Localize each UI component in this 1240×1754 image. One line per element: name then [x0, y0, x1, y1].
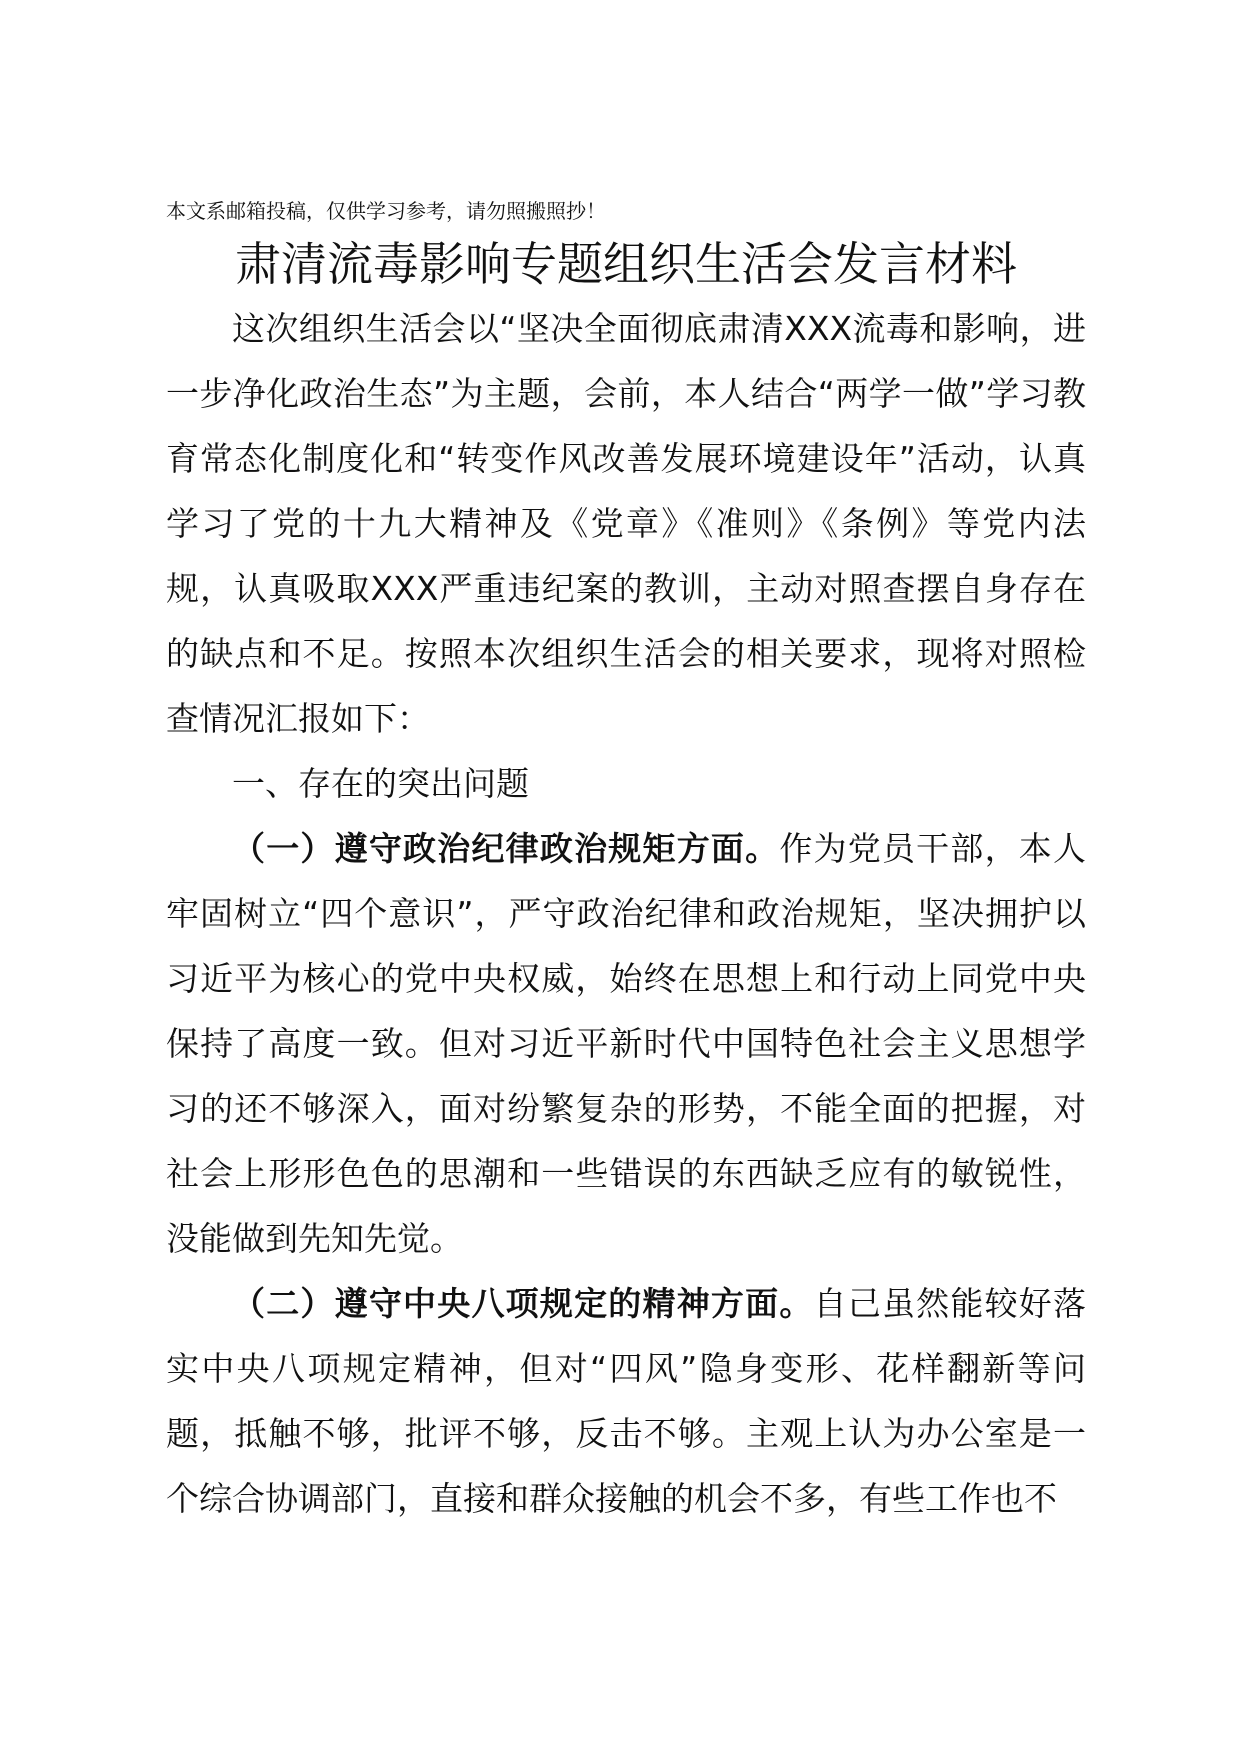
section-heading: 一、存在的突出问题: [232, 764, 529, 803]
document-title: 肃清流毒影响专题组织生活会发言材料: [235, 237, 1017, 291]
intro-paragraph: 这次组织生活会以“坚决全面彻底肃清XXX流毒和影响，进一步净化政治生态”为主题，会前，本人结合“两学一做”学习教育常态化制度化和“转变作风改善发展环境建设年”活动，认真学习了党的十九大精神及《党章》《准则》《条例》等党内法规，认真吸取XXX严重违纪案的教训，主动对照查摆自身存在的缺点和不足。按照本次组织生活会的相关要求，现将对照检查情况汇报如下：: [166, 309, 1086, 738]
item-text-2: 自己虽然能较好落实中央八项规定精神，但对“四风”隐身变形、花样翻新等问题，抵触不够，批评不够，反击不够。主观上认为办公室是一个综合协调部门，直接和群众接触的机会不多，有些工作也不: [166, 1284, 1087, 1518]
document-body: [166, 296, 1086, 1531]
submission-notice: 本文系邮箱投稿，仅供学习参考，请勿照搬照抄！: [166, 199, 606, 223]
item-paragraph-1: [166, 816, 1086, 1271]
item-lead-1: （一）遵守政治纪律政治规矩方面。: [232, 829, 780, 868]
item-text-1: 作为党员干部，本人牢固树立“四个意识”，严守政治纪律和政治规矩，坚决拥护以习近平为核心的党中央权威，始终在思想上和行动上同党中央保持了高度一致。但对习近平新时代中国特色社会主义思想学习的还不够深入，面对纷繁复杂的形势，不能全面的把握，对社会上形形色色的思潮和一些错误的东西缺乏应有的敏锐性，没能做到先知先觉。: [166, 829, 1087, 1258]
item-paragraph-2: [166, 1271, 1086, 1531]
item-lead-2: （二）遵守中央八项规定的精神方面。: [232, 1284, 814, 1323]
